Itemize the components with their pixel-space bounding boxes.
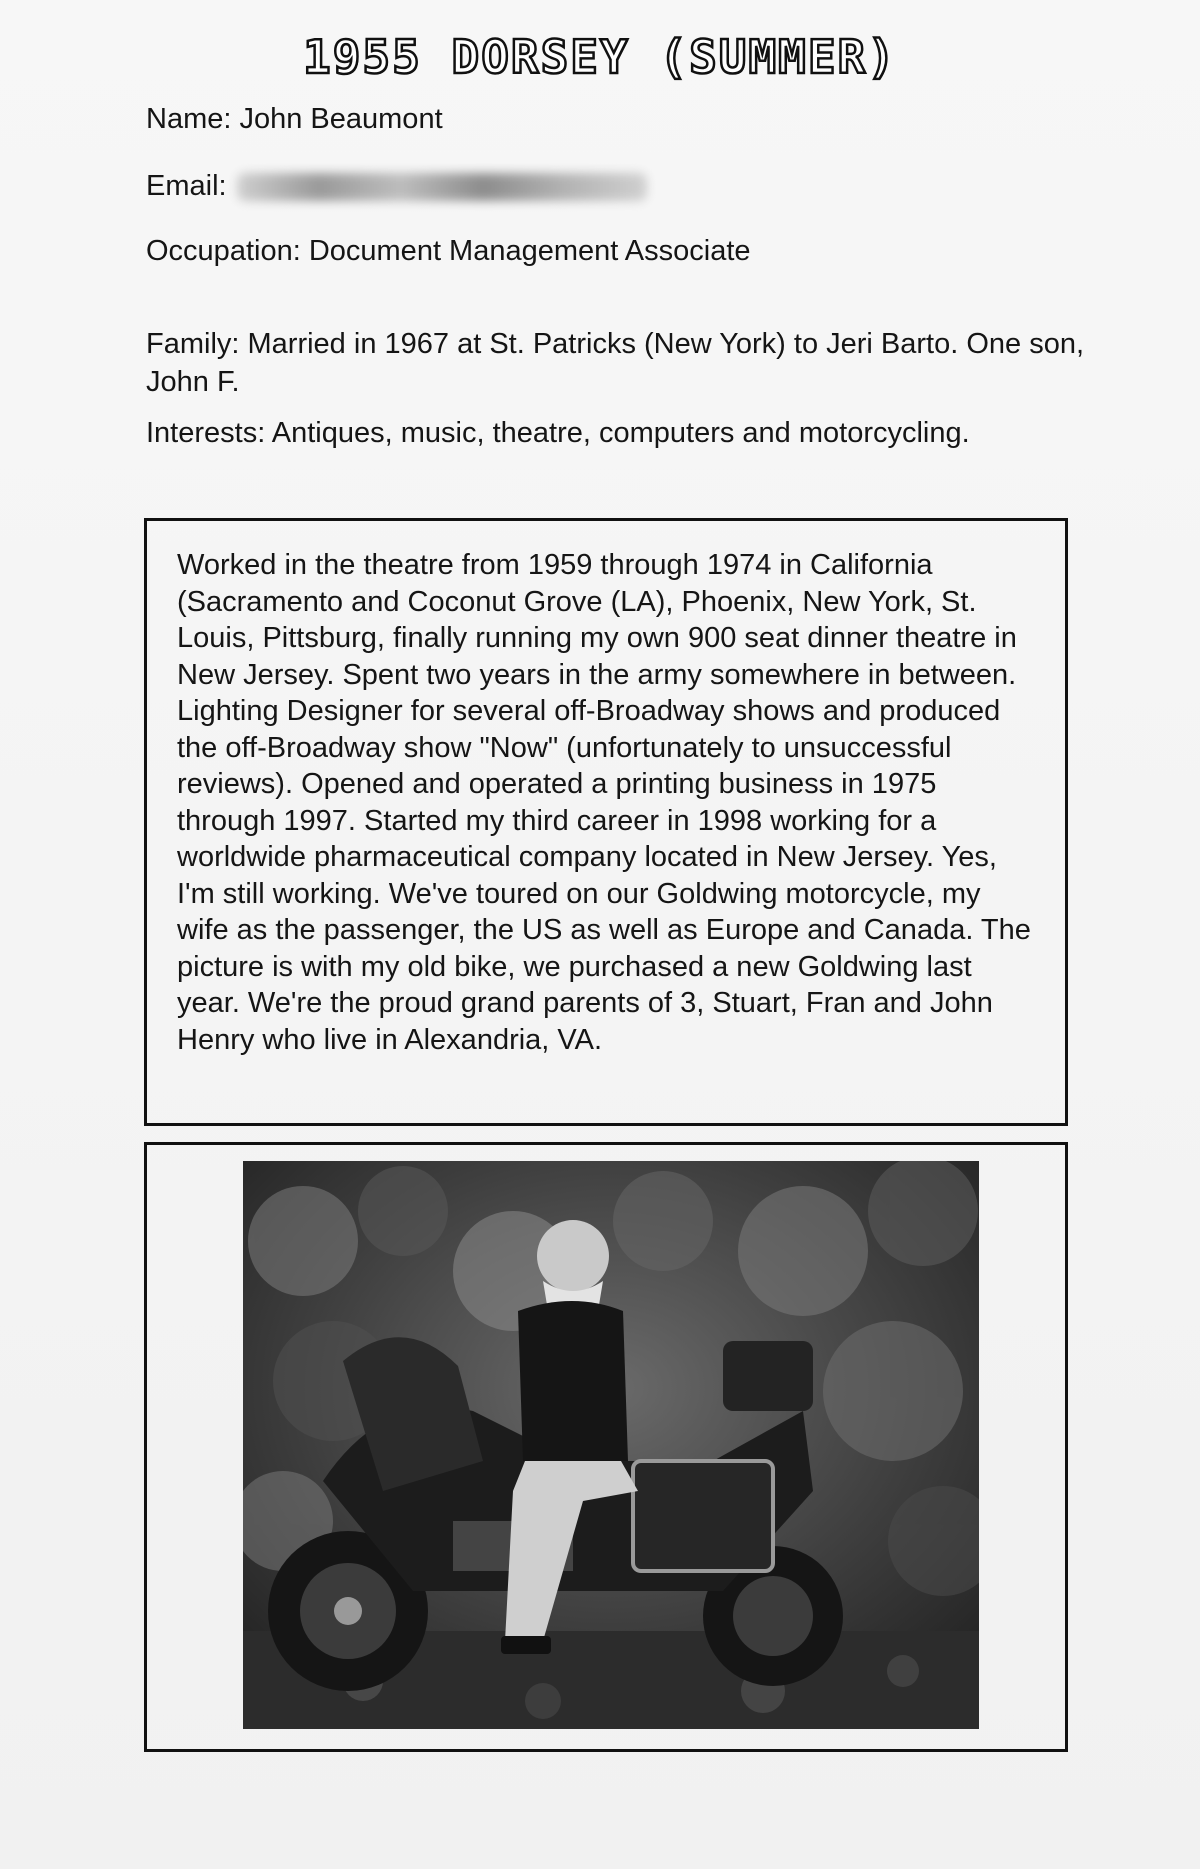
occupation-value: Document Management Associate [308, 235, 751, 267]
page-title: 1955 DORSEY (SUMMER) [303, 30, 897, 84]
interests-value: Antiques, music, theatre, computers and motorcycling. [271, 417, 970, 449]
trunk [723, 1341, 813, 1411]
interests-label: Interests: [146, 417, 266, 449]
email-label: Email: [146, 170, 227, 202]
family-field [146, 325, 1086, 401]
man-head [537, 1220, 609, 1292]
man-shoe [501, 1636, 551, 1654]
family-label: Family: [146, 328, 240, 360]
name-value: John Beaumont [239, 103, 443, 135]
bio-text: Worked in the theatre from 1959 through 1974 in California (Sacramento and Coconut Grove (LA), Phoenix, New York, St. Louis, Pittsburg, finally running my own 900 seat dinner theatre in New Jersey. Spent two years in the army somewhere in between. Lighting Designer for several off-Broadway shows and produced the off-Broadway show "Now" (unfortunately to unsuccessful reviews). Opened and operated a printing business in 1975 through 1997. Started my third career in 1998 working for a worldwide pharmaceutical company located in New Jersey. Yes, I'm still working. We've toured on our Goldwing motorcycle, my wife as the passenger, the US as well as Europe and Canada. The picture is with my old bike, we purchased a new Goldwing last year. We're the proud grand parents of 3, Stuart, Fran and John Henry who live in Alexandria, VA. [177, 549, 1031, 1056]
interests-field [146, 414, 1106, 452]
email-value-redacted [237, 173, 647, 201]
occupation-label: Occupation: [146, 235, 301, 267]
name-label: Name: [146, 103, 232, 135]
bio-box [144, 518, 1068, 1126]
name-field [146, 100, 443, 138]
photo-frame [144, 1142, 1068, 1752]
man-shirt [518, 1301, 628, 1461]
family-value: Married in 1967 at St. Patricks (New York) to Jeri Barto. One son, John F. [146, 328, 1085, 398]
motorcycle-photo [243, 1161, 979, 1729]
email-field [146, 167, 647, 205]
photo-illustration [243, 1161, 979, 1729]
saddlebag [633, 1461, 773, 1571]
occupation-field [146, 232, 751, 270]
